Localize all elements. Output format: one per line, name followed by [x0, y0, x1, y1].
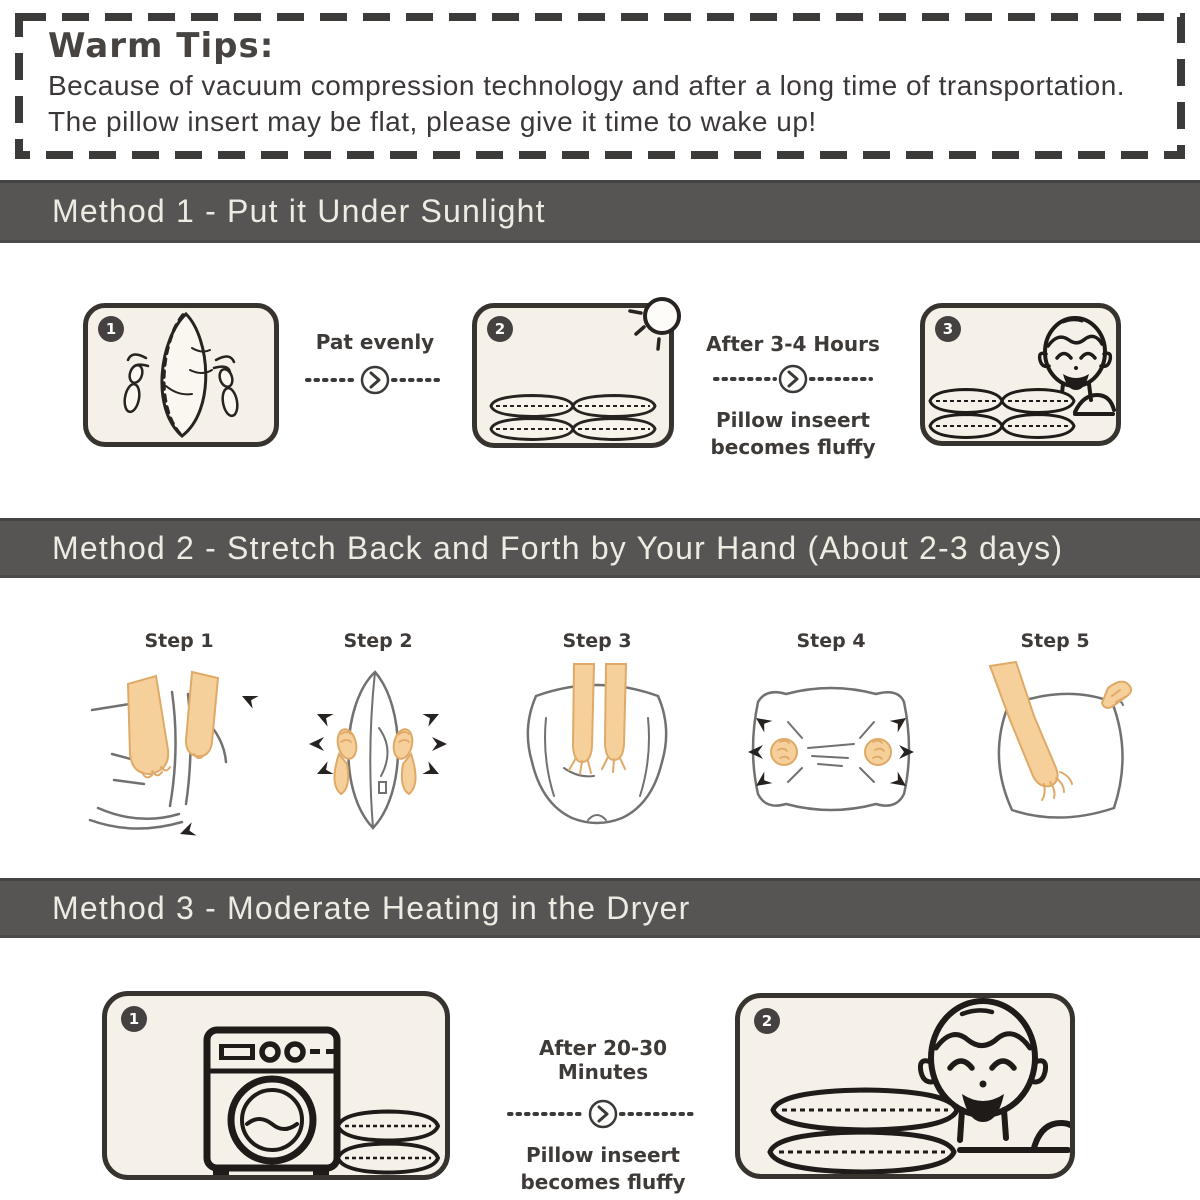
method1-card-3	[920, 303, 1121, 446]
flow-label: After 20-30 Minutes	[538, 1036, 668, 1084]
step-label-4: Step 4	[796, 630, 866, 652]
step-label-5: Step 5	[1020, 630, 1090, 652]
step-number-badge: 1	[121, 1006, 147, 1032]
method1-title: Method 1 - Put it Under Sunlight	[52, 193, 546, 229]
step1-illustration	[84, 658, 274, 843]
happy-person-with-pillows-illustration	[740, 998, 1070, 1174]
washing-machine-icon	[107, 996, 445, 1175]
step3-illustration	[502, 658, 692, 843]
flow-after-20-30-minutes	[500, 1036, 706, 1196]
step-number-badge: 2	[487, 316, 513, 342]
warm-tips-title: Warm Tips:	[48, 26, 275, 66]
method3-card-1	[102, 991, 450, 1180]
flow-after-3-4-hours	[702, 332, 884, 461]
method2-banner	[0, 518, 1200, 578]
flow-sub-line: becomes fluffy	[710, 435, 876, 459]
flow-sub-line: Pillow inseert	[526, 1143, 680, 1167]
step-number-badge: 3	[935, 316, 961, 342]
step5-illustration	[960, 658, 1150, 843]
method3-card-2	[735, 993, 1075, 1179]
flow-label: Pat evenly	[315, 330, 435, 354]
step-label-3: Step 3	[562, 630, 632, 652]
method3-banner	[0, 878, 1200, 938]
method1-banner	[0, 180, 1200, 243]
method2-title: Method 2 - Stretch Back and Forth by Your Hand (About 2-3 days)	[52, 529, 1064, 566]
step-label-1: Step 1	[144, 630, 214, 652]
flow-sub-line: Pillow inseert	[716, 408, 870, 432]
flow-label: After 3-4 Hours	[706, 332, 880, 356]
step-number-badge: 1	[98, 316, 124, 342]
method1-card-1	[83, 303, 279, 447]
dotted-arrow-icon	[305, 362, 445, 398]
warm-tips-line-2: The pillow insert may be flat, please give it time to wake up!	[48, 106, 817, 137]
sun-icon	[622, 288, 698, 354]
flow-pat-evenly	[297, 330, 453, 398]
dotted-arrow-icon	[507, 1096, 699, 1132]
step4-illustration	[736, 658, 926, 843]
step-label-2: Step 2	[343, 630, 413, 652]
step2-illustration	[283, 658, 473, 843]
flow-sub-line: becomes fluffy	[520, 1170, 686, 1194]
dotted-arrow-icon	[713, 361, 873, 397]
method3-title: Method 3 - Moderate Heating in the Dryer	[52, 889, 691, 926]
warm-tips-line-1: Because of vacuum compression technology and after a long time of transportation.	[48, 70, 1126, 101]
step-number-badge: 2	[754, 1008, 780, 1034]
